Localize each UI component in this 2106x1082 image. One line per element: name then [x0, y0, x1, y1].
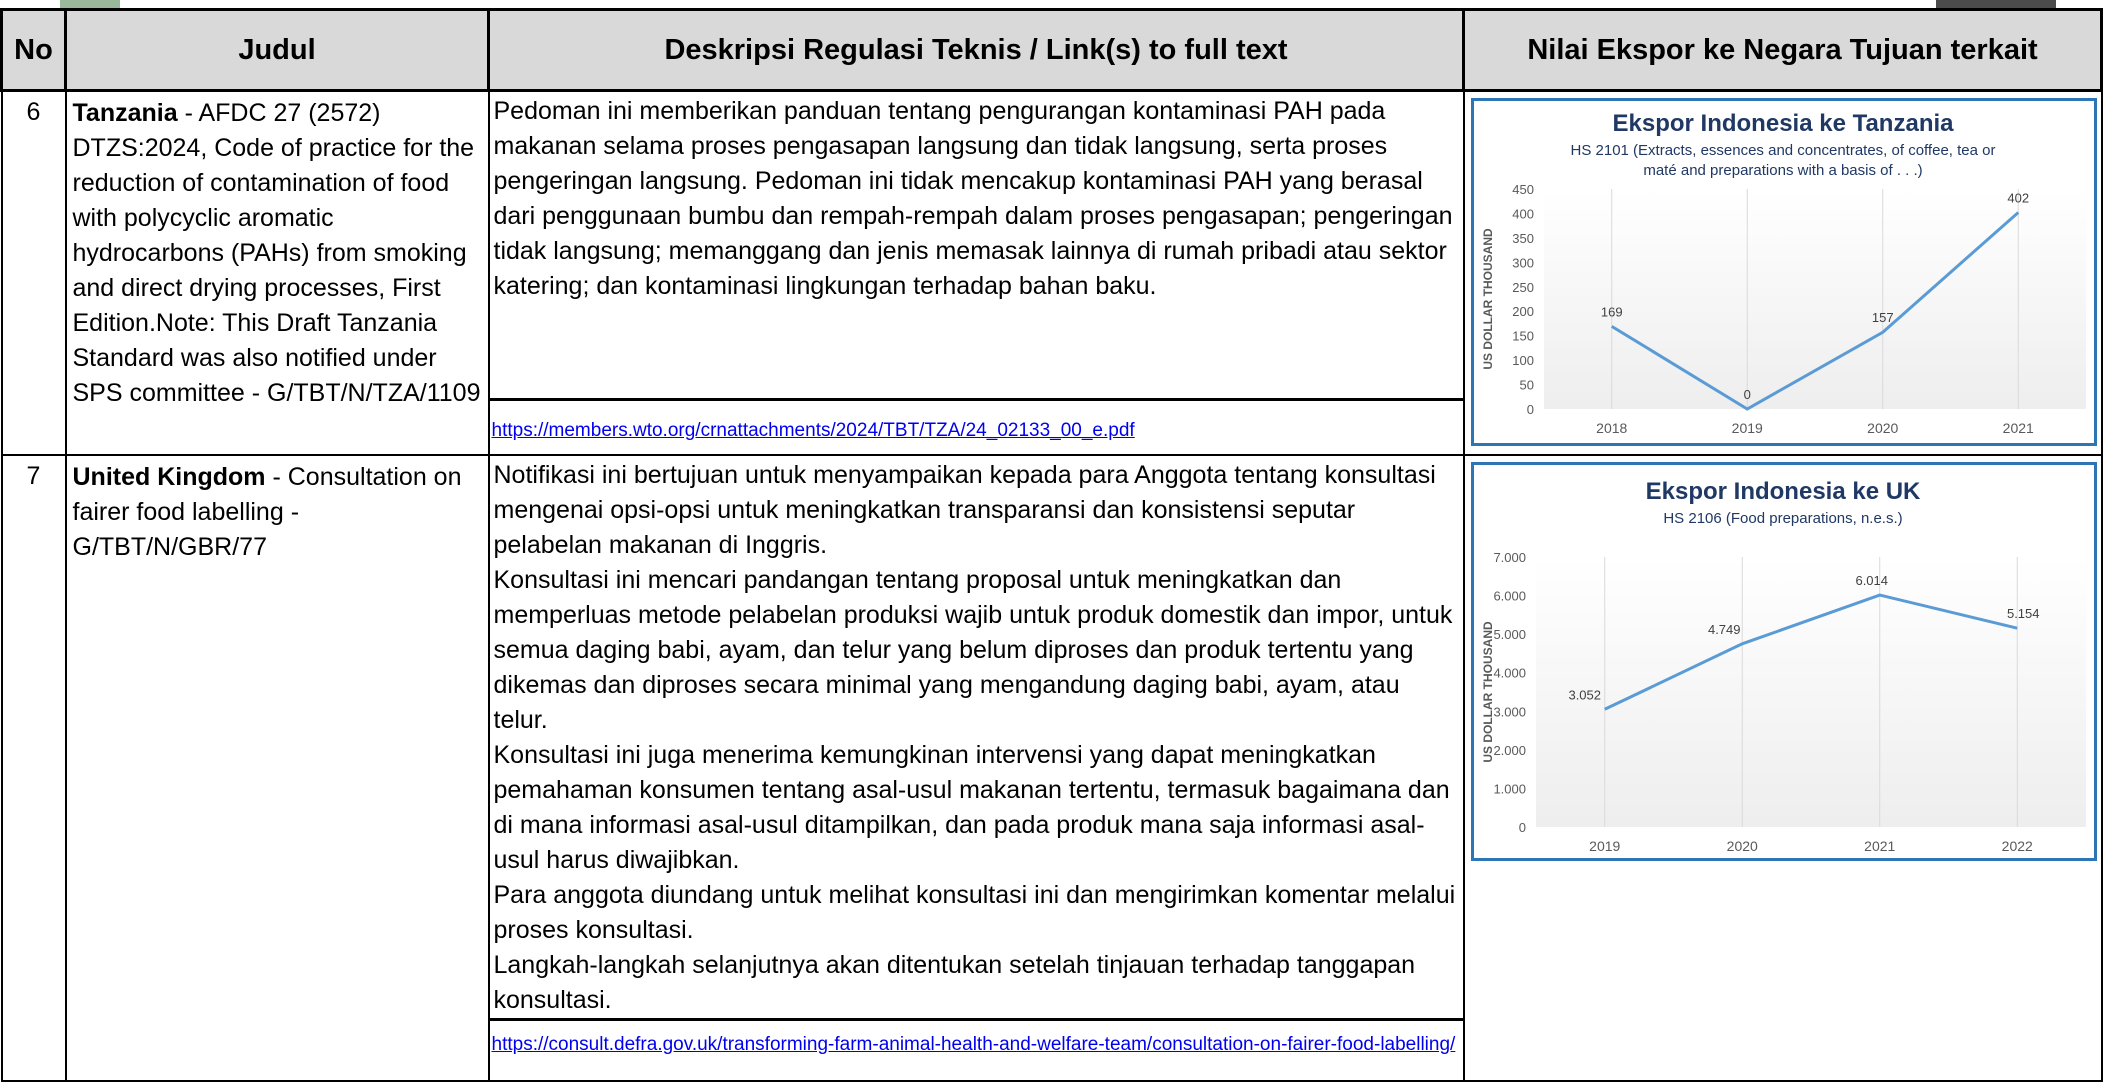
deskripsi-paragraph: Para anggota diundang untuk melihat konsultasi ini dan mengirimkan komentar melalui proses konsultasi.: [493, 881, 1456, 944]
data-label: 6.014: [1854, 573, 1888, 589]
table-row: [2, 455, 2102, 1081]
deskripsi-cell: [489, 91, 1464, 456]
chart-cell: [1464, 455, 2102, 1081]
row-number: 6: [2, 91, 66, 456]
y-tick-label: 2.000: [1492, 742, 1526, 758]
x-tick-label: 2018: [1595, 420, 1627, 436]
header-no: No: [2, 10, 66, 91]
judul-cell: [66, 455, 489, 1081]
export-chart-uk: [1471, 462, 2097, 861]
top-strip: [0, 0, 2106, 8]
plot-area: [1544, 189, 2086, 409]
data-label: 5.154: [2006, 606, 2040, 622]
y-tick-label: 7.000: [1492, 550, 1526, 565]
judul-text: - Consultation on fairer food labelling - G/TBT/N/GBR/77: [72, 463, 462, 561]
y-tick-label: 350: [1511, 230, 1534, 246]
country-name: Tanzania: [72, 99, 178, 127]
y-tick-label: 1.000: [1492, 781, 1526, 797]
chart-svg: [1474, 101, 2092, 443]
chart-svg: [1474, 465, 2092, 858]
y-tick-label: 100: [1511, 353, 1534, 369]
chart-cell: [1464, 91, 2102, 456]
table-header-row: [2, 10, 2102, 91]
plot-area: [1536, 557, 2086, 827]
judul-cell: [66, 91, 489, 456]
data-label: 0: [1743, 387, 1751, 402]
data-label: 4.749: [1707, 621, 1741, 637]
chart-title: Ekspor Indonesia ke UK: [1645, 478, 1920, 505]
decorative-strip-left: [60, 0, 120, 8]
x-tick-label: 2021: [1863, 838, 1895, 854]
judul-text: - AFDC 27 (2572) DTZS:2024, Code of practice for the reduction of contamination of food with polycyclic aromatic hydrocarbons (PAHs) from smoking and direct drying processes, First Edition.Note: This Draft Tanzania Standard was also notified under SPS committee - G/TBT/N/TZA/1109: [72, 99, 481, 407]
deskripsi-paragraph: Konsultasi ini juga menerima kemungkinan intervensi yang dapat meningkatkan pemahaman konsumen tentang asal-usul makanan tertentu, termasuk bagaimana dan di mana informasi asal-usul ditampilkan, dan pada produk mana saja informasi asal-usul harus diwajibkan.: [493, 741, 1450, 874]
header-nilai-ekspor: Nilai Ekspor ke Negara Tujuan terkait: [1464, 10, 2102, 91]
export-chart-tanzania: [1471, 98, 2097, 446]
data-label: 157: [1871, 310, 1894, 326]
chart-subtitle: maté and preparations with a basis of . . .): [1642, 162, 1923, 179]
chart-title: Ekspor Indonesia ke Tanzania: [1612, 110, 1953, 137]
y-tick-label: 0: [1518, 820, 1526, 835]
x-tick-label: 2019: [1588, 838, 1620, 854]
header-deskripsi: Deskripsi Regulasi Teknis / Link(s) to full text: [489, 10, 1464, 91]
y-tick-label: 150: [1511, 328, 1534, 344]
chart-subtitle: HS 2106 (Food preparations, n.e.s.): [1662, 510, 1903, 527]
deskripsi-paragraph: Konsultasi ini mencari pandangan tentang proposal untuk meningkatkan dan memperluas metode pelabelan produksi wajib untuk produk domestik dan impor, untuk semua daging babi, ayam, dan telur yang belum diproses dan produk tertentu yang dikemas dan diproses secara minimal yang mengandung daging babi, ayam, atau telur.: [493, 566, 1453, 734]
table-row: [2, 91, 2102, 456]
x-tick-label: 2020: [1726, 838, 1758, 854]
row-number: 7: [2, 455, 66, 1081]
x-tick-label: 2019: [1731, 420, 1763, 436]
data-label: 3.052: [1567, 687, 1601, 703]
regulation-table: [0, 8, 2103, 1082]
y-tick-label: 4.000: [1492, 665, 1526, 681]
deskripsi-text: Pedoman ini memberikan panduan tentang pengurangan kontaminasi PAH pada makanan selama proses pengasapan langsung dan tidak langsung, serta proses pengeringan langsung. Pedoman ini tidak mencakup kontaminasi PAH yang berasal dari penggunaan bumbu dan rempah-rempah dalam proses pengasapan; pengeringan tidak langsung; memanggang dan jenis memasak lainnya di rumah pribadi atau sektor katering; dan kontaminasi lingkungan terhadap bahan baku.: [493, 97, 1453, 300]
data-label: 169: [1600, 304, 1623, 320]
deskripsi-paragraph: Langkah-langkah selanjutnya akan ditentukan setelah tinjauan terhadap tanggapan konsultasi.: [493, 951, 1416, 1014]
y-tick-label: 250: [1511, 279, 1534, 295]
deskripsi-paragraph: Notifikasi ini bertujuan untuk menyampaikan kepada para Anggota tentang konsultasi mengenai opsi-opsi untuk meningkatkan transparansi dan konsistensi seputar pelabelan makanan di Inggris.: [493, 461, 1436, 559]
x-tick-label: 2020: [1866, 420, 1898, 436]
full-text-link[interactable]: https://consult.defra.gov.uk/transforming-farm-animal-health-and-welfare-team/consultation-on-fairer-food-labelling/: [491, 1034, 1456, 1055]
y-tick-label: 0: [1526, 402, 1534, 417]
y-tick-label: 50: [1519, 377, 1534, 393]
deskripsi-cell: [489, 455, 1464, 1081]
y-tick-label: 6.000: [1492, 588, 1526, 604]
decorative-strip-right: [1936, 0, 2056, 8]
x-tick-label: 2021: [2002, 420, 2034, 436]
deskripsi-text: [490, 456, 1463, 1018]
y-axis-label: US DOLLAR THOUSAND: [1480, 621, 1495, 763]
chart-subtitle: HS 2101 (Extracts, essences and concentrates, of coffee, tea or: [1570, 142, 1995, 159]
header-judul: Judul: [66, 10, 489, 91]
link-box: [490, 398, 1463, 454]
data-label: 402: [2006, 190, 2029, 206]
y-tick-label: 5.000: [1492, 627, 1526, 643]
y-tick-label: 400: [1511, 206, 1534, 222]
link-box: [490, 1018, 1463, 1080]
y-tick-label: 450: [1511, 182, 1534, 197]
country-name: United Kingdom: [72, 463, 266, 491]
x-tick-label: 2022: [2001, 838, 2033, 854]
y-axis-label: US DOLLAR THOUSAND: [1480, 228, 1495, 370]
full-text-link[interactable]: https://members.wto.org/crnattachments/2024/TBT/TZA/24_02133_00_e.pdf: [491, 420, 1135, 441]
y-tick-label: 3.000: [1492, 704, 1526, 720]
y-tick-label: 200: [1511, 304, 1534, 320]
y-tick-label: 300: [1511, 255, 1534, 271]
